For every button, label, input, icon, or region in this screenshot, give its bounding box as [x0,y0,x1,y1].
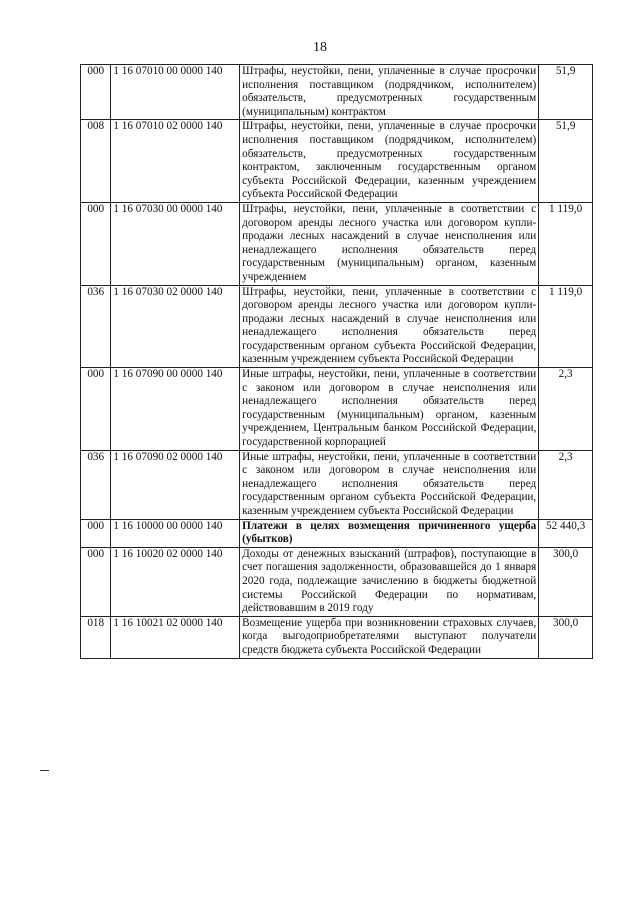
revenue-code-cell: 1 16 07030 02 0000 140 [111,285,240,368]
table-row [81,285,593,368]
admin-code-cell: 036 [81,285,111,368]
table-row [81,65,593,120]
revenue-code-cell: 1 16 07010 00 0000 140 [111,65,240,120]
amount-cell: 51,9 [539,120,593,203]
revenue-name-cell: Штрафы, неустойки, пени, уплаченные в случае просрочки исполнения поставщиком (подрядчиком, исполнителем) обязательств, предусмотренных государственным контрактом, заключенным государственным органом субъекта Российской Федерации, казенным учреждением субъекта Российской Федерации [240,120,539,203]
amount-cell: 300,0 [539,547,593,616]
revenue-name-cell: Доходы от денежных взысканий (штрафов), поступающие в счет погашения задолженности, образовавшейся до 1 января 2020 года, подлежащие зачислению в бюджеты бюджетной системы Российской Федерации по нормативам, действовавшим в 2019 году [240,547,539,616]
revenue-code-cell: 1 16 07030 00 0000 140 [111,202,240,285]
revenue-name-cell: Иные штрафы, неустойки, пени, уплаченные в соответствии с законом или договором в случае неисполнения или ненадлежащего исполнения обязательств перед государственным (муниципальным) органом, казенным учреждением, Центральным банком Российской Федерации, государственной корпорацией [240,368,539,451]
table-row [81,547,593,616]
admin-code-cell: 000 [81,547,111,616]
amount-cell: 1 119,0 [539,202,593,285]
revenue-name-cell: Иные штрафы, неустойки, пени, уплаченные в соответствии с законом или договором в случае неисполнения или ненадлежащего исполнения обязательств перед государственным органом субъекта Российской Федерации, казенным учреждением субъекта Российской Федерации [240,450,539,519]
revenue-code-cell: 1 16 07090 00 0000 140 [111,368,240,451]
admin-code-cell: 000 [81,519,111,547]
revenue-code-cell: 1 16 07010 02 0000 140 [111,120,240,203]
amount-cell: 2,3 [539,450,593,519]
admin-code-cell: 000 [81,202,111,285]
amount-cell: 300,0 [539,616,593,658]
admin-code-cell: 008 [81,120,111,203]
table-row [81,120,593,203]
revenue-code-cell: 1 16 10021 02 0000 140 [111,616,240,658]
margin-mark [40,770,49,771]
revenue-name-cell: Штрафы, неустойки, пени, уплаченные в соответствии с договором аренды лесного участка или договором купли-продажи лесных насаждений в случае неисполнения или ненадлежащего исполнения обязательств перед государственным органом субъекта Российской Федерации, казенным учреждением субъекта Российской Федерации [240,285,539,368]
revenue-code-cell: 1 16 10000 00 0000 140 [111,519,240,547]
revenue-code-cell: 1 16 10020 02 0000 140 [111,547,240,616]
admin-code-cell: 000 [81,65,111,120]
revenue-name-cell: Возмещение ущерба при возникновении страховых случаев, когда выгодоприобретателями выступают получатели средств бюджета субъекта Российской Федерации [240,616,539,658]
revenue-code-cell: 1 16 07090 02 0000 140 [111,450,240,519]
table-row [81,368,593,451]
table-row [81,519,593,547]
amount-cell: 1 119,0 [539,285,593,368]
revenue-name-cell: Штрафы, неустойки, пени, уплаченные в случае просрочки исполнения поставщиком (подрядчиком, исполнителем) обязательств, предусмотренных государственным (муниципальным) контрактом [240,65,539,120]
table-row [81,616,593,658]
page-number: 18 [313,40,327,55]
amount-cell: 52 440,3 [539,519,593,547]
table-row [81,202,593,285]
revenue-name-cell: Штрафы, неустойки, пени, уплаченные в соответствии с договором аренды лесного участка или договором купли-продажи лесных насаждений в случае неисполнения или ненадлежащего исполнения обязательств перед государственным (муниципальным) органом, казенным учреждением [240,202,539,285]
budget-revenue-table [80,64,593,659]
admin-code-cell: 036 [81,450,111,519]
amount-cell: 51,9 [539,65,593,120]
amount-cell: 2,3 [539,368,593,451]
admin-code-cell: 018 [81,616,111,658]
table-row [81,450,593,519]
admin-code-cell: 000 [81,368,111,451]
revenue-name-cell: Платежи в целях возмещения причиненного ущерба (убытков) [240,519,539,547]
